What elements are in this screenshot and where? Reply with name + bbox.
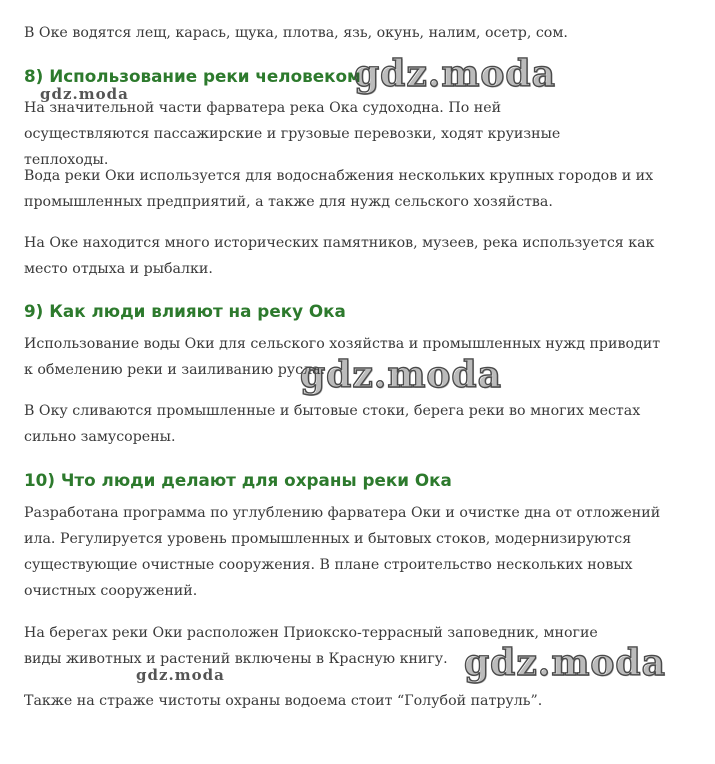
watermark-logo-small: gdz.moda — [136, 666, 225, 684]
paragraph-program: Разработана программа по углублению фарватера Оки и очистке дна от отложений ила. Регулируется уровень промышленных и бытовых стоков, модернизируются существующие очистные сооружения. В плане строительство нескольких новых очистных сооружений. — [24, 505, 661, 599]
watermark-logo-small: gdz.moda — [40, 85, 129, 103]
paragraph-navigation: На значительной части фарватера река Ока судоходна. По ней осуществляются пассажирские и грузовые перевозки, ходят круизные теплоходы. — [24, 100, 561, 168]
watermark-logo: gdz.moda — [354, 53, 556, 95]
paragraph-pollution: В Оку сливаются промышленные и бытовые стоки, берега реки во многих местах сильно замусорены. — [24, 403, 641, 445]
watermark-logo: gdz.moda — [464, 642, 666, 684]
paragraph-fish: В Оке водятся лещ, карась, щука, плотва, язь, окунь, налим, осетр, сом. — [24, 25, 568, 41]
paragraph-patrol: Также на страже чистоты охраны водоема стоит “Голубой патруль”. — [24, 693, 543, 709]
paragraph-monuments: На Оке находится много исторических памятников, музеев, река используется как место отдыха и рыбалки. — [24, 235, 655, 277]
watermark-logo: gdz.moda — [300, 354, 502, 396]
heading-river-usage: 8) Использование реки человеком — [24, 66, 361, 86]
paragraph-water-supply: Вода реки Оки используется для водоснабжения нескольких крупных городов и их промышленных предприятий, а также для нужд сельского хозяйства. — [24, 168, 654, 210]
heading-protection: 10) Что люди делают для охраны реки Ока — [24, 470, 452, 490]
heading-human-impact: 9) Как люди влияют на реку Ока — [24, 301, 346, 321]
paragraph-shallowing: Использование воды Оки для сельского хозяйства и промышленных нужд приводит к обмелению реки и заиливанию русла. — [24, 336, 661, 378]
paragraph-reserve: На берегах реки Оки расположен Приокско-террасный заповедник, многие виды животных и растений включены в Красную книгу. — [24, 625, 598, 667]
